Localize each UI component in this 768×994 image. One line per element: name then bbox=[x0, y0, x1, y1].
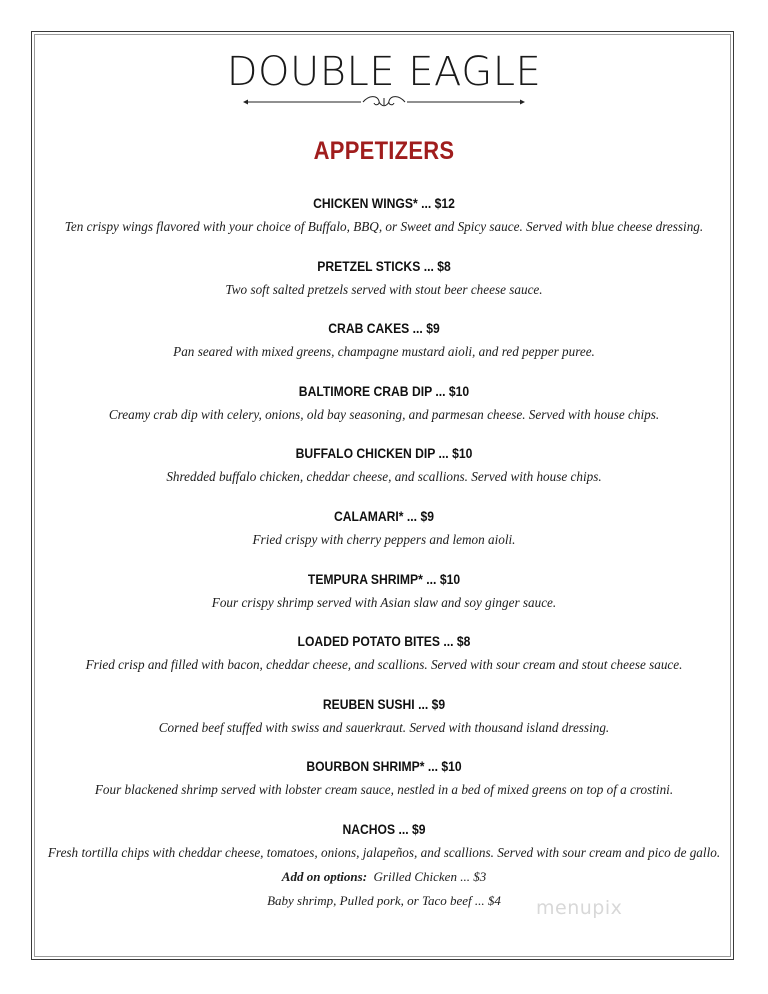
menu-item-description: Shredded buffalo chicken, cheddar cheese, and scallions. Served with house chips. bbox=[166, 469, 602, 485]
menu-item-header bbox=[74, 256, 693, 278]
addon-line1: Grilled Chicken ... $3 bbox=[373, 868, 487, 884]
menu-item-separator: ... bbox=[427, 759, 438, 775]
menu-item-price: $10 bbox=[441, 759, 462, 775]
menu-item-separator: ... bbox=[406, 508, 418, 524]
menu-item bbox=[40, 694, 728, 757]
menu-item-name: CHICKEN WINGS* bbox=[313, 196, 418, 211]
menu-item-separator: ... bbox=[443, 634, 454, 650]
menu-item-separator: ... bbox=[421, 196, 432, 211]
menu-item bbox=[40, 506, 728, 569]
menu-item bbox=[40, 318, 728, 381]
menu-item bbox=[40, 443, 728, 506]
menu-item-price: $9 bbox=[426, 321, 440, 337]
menu-item-description: Creamy crab dip with celery, onions, old bay seasoning, and parmesan cheese. Served with house chips. bbox=[108, 406, 660, 422]
menu-item-description: Four blackened shrimp served with lobster cream sauce, nestled in a bed of mixed greens on top of a crostini. bbox=[94, 782, 674, 798]
menu-item-price: $10 bbox=[452, 446, 473, 462]
menu-item bbox=[40, 193, 728, 256]
menu-item-price: $12 bbox=[434, 196, 455, 211]
menu-item-description: Fresh tortilla chips with cheddar cheese, tomatoes, onions, jalapeños, and scallions. Served with sour cream and pico de gallo. bbox=[47, 844, 721, 860]
menu-item-header bbox=[74, 569, 693, 591]
menu-item-header bbox=[74, 193, 693, 215]
menu-item-name: CALAMARI* bbox=[334, 508, 404, 524]
menu-item-description: Fried crispy with cherry peppers and lemon aioli. bbox=[252, 531, 516, 547]
menu-item-header bbox=[74, 381, 693, 403]
menu-item-name: BALTIMORE CRAB DIP bbox=[298, 383, 432, 399]
menu-item-name: PRETZEL STICKS bbox=[317, 258, 421, 274]
menu-item-separator: ... bbox=[435, 383, 446, 399]
addon-label: Add on options: bbox=[281, 868, 368, 884]
menu-item bbox=[40, 256, 728, 319]
restaurant-name: DOUBLE EAGLE bbox=[226, 49, 542, 95]
menu-item-header bbox=[74, 756, 693, 778]
menu-item-name: REUBEN SUSHI bbox=[322, 696, 415, 712]
menu-item-separator: ... bbox=[423, 258, 434, 274]
menu-item-description: Corned beef stuffed with swiss and sauerkraut. Served with thousand island dressing. bbox=[158, 719, 610, 735]
menu-item-header bbox=[74, 631, 693, 653]
menu-item-description: Two soft salted pretzels served with stout beer cheese sauce. bbox=[225, 281, 543, 297]
menu-item-header bbox=[74, 506, 693, 528]
menu-item-price: $9 bbox=[412, 821, 426, 837]
menu-item bbox=[40, 631, 728, 694]
menu-item-price: $9 bbox=[431, 696, 446, 712]
menu-item-price: $8 bbox=[456, 634, 471, 650]
section-title: APPETIZERS bbox=[313, 137, 455, 165]
menu-item bbox=[40, 756, 728, 819]
menu-item-header bbox=[74, 819, 693, 841]
menu-item-price: $10 bbox=[448, 383, 470, 399]
menu-item-header bbox=[74, 443, 693, 465]
watermark-logo: menupix bbox=[536, 897, 623, 919]
menu-item-description: Fried crisp and filled with bacon, cheddar cheese, and scallions. Served with sour cream and stout cheese sauce. bbox=[85, 657, 683, 673]
menu-item-separator: ... bbox=[438, 446, 449, 462]
menu-item-separator: ... bbox=[418, 696, 429, 712]
menu-item-price: $9 bbox=[420, 508, 434, 524]
menu-item-separator: ... bbox=[412, 321, 423, 337]
menu-item-name: TEMPURA SHRIMP* bbox=[307, 571, 423, 587]
menu-item-name: CRAB CAKES bbox=[328, 321, 410, 337]
menu-item-description: Ten crispy wings flavored with your choice of Buffalo, BBQ, or Sweet and Spicy sauce. Served with blue cheese dressing. bbox=[64, 219, 704, 234]
menu-item-price: $10 bbox=[439, 571, 461, 587]
menu-item-description: Four crispy shrimp served with Asian slaw and soy ginger sauce. bbox=[211, 594, 557, 610]
menu-item-name: LOADED POTATO BITES bbox=[297, 634, 440, 650]
addon-line2: Baby shrimp, Pulled pork, or Taco beef ... $4 bbox=[267, 892, 501, 908]
menu-item-name: BOURBON SHRIMP* bbox=[306, 759, 425, 775]
menu-item-description: Pan seared with mixed greens, champagne mustard aioli, and red pepper puree. bbox=[173, 344, 595, 360]
divider-flourish-icon bbox=[243, 93, 525, 111]
menu-item bbox=[40, 569, 728, 632]
menu-item-header bbox=[74, 318, 693, 340]
menu-item-name: BUFFALO CHICKEN DIP bbox=[295, 446, 436, 462]
menu-item-price: $8 bbox=[437, 258, 451, 274]
menu-item-name: NACHOS bbox=[342, 821, 396, 837]
menu-item bbox=[40, 381, 728, 444]
menu-item-separator: ... bbox=[398, 821, 409, 837]
menu-item-separator: ... bbox=[426, 571, 437, 587]
addon-options-line bbox=[40, 865, 728, 889]
menu-item-header bbox=[74, 694, 693, 716]
